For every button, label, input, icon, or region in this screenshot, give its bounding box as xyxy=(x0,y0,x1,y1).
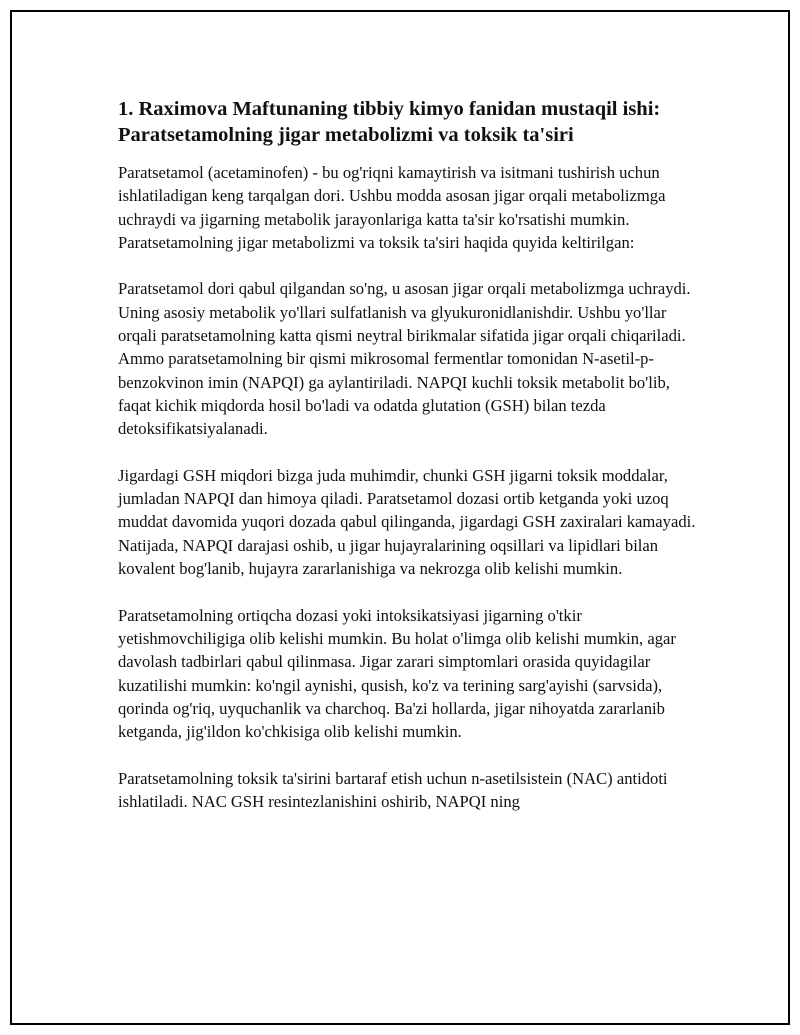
page-frame xyxy=(10,10,790,1025)
paragraph-overdose: Paratsetamolning ortiqcha dozasi yoki intoksikatsiyasi jigarning o'tkir yetishmovchiligiga olib kelishi mumkin. Bu holat o'limga olib kelishi mumkin, agar davolash tadbirlari qabul qilinmasa. Jigar zarari simptomlari orasida quyidagilar kuzatilishi mumkin: ko'ngil aynishi, qusish, ko'z va terining sarg'ayishi (sarvsida), qorinda og'riq, uyquchanlik va charchoq. Ba'zi hollarda, jigar nihoyatda zararlanib ketganda, jig'ildon ko'chkisiga olib kelishi mumkin. xyxy=(118,605,676,742)
document-title: 1. Raximova Maftunaning tibbiy kimyo fanidan mustaqil ishi: Paratsetamolning jigar metabolizmi va toksik ta'siri xyxy=(118,98,661,146)
paragraph-intro: Paratsetamol (acetaminofen) - bu og'riqni kamaytirish va isitmani tushirish uchun ishlatiladigan keng tarqalgan dori. Ushbu modda asosan jigar orqali metabolizmga uchraydi va jigarning metabolik jarayonlariga katta ta'sir ko'rsatishi mumkin. Paratsetamolning jigar metabolizmi va toksik ta'siri haqida quyida keltirilgan: xyxy=(118,163,666,252)
paragraph-antidote: Paratsetamolning toksik ta'sirini bartaraf etish uchun n-asetilsistein (NAC) antidoti ishlatiladi. NAC GSH resintezlanishini oshirib, NAPQI ning xyxy=(118,768,668,812)
paragraph-gsh: Jigardagi GSH miqdori bizga juda muhimdir, chunki GSH jigarni toksik moddalar, jumladan NAPQI dan himoya qiladi. Paratsetamol dozasi ortib ketganda yoki uzoq muddat davomida yuqori dozada qabul qilinganda, jigardagi GSH zaxiralari kamayadi. Natijada, NAPQI darajasi oshib, u jigar hujayralarining oqsillari va lipidlari bilan kovalent bog'lanib, hujayra zararlanishiga va nekrozga olib kelishi mumkin. xyxy=(118,465,696,579)
paragraph-metabolism: Paratsetamol dori qabul qilgandan so'ng, u asosan jigar orqali metabolizmga uchraydi. Uning asosiy metabolik yo'llari sulfatlanish va glyukuronidlanishdir. Ushbu yo'llar orqali paratsetamolning katta qismi neytral birikmalar sifatida jigar orqali chiqariladi. Ammo paratsetamolning bir qismi mikrosomal fermentlar tomonidan N-asetil-p-benzokvinon imin (NAPQI) ga aylantiriladi. NAPQI kuchli toksik metabolit bo'lib, faqat kichik miqdorda hosil bo'ladi va odatda glutation (GSH) bilan tezda detoksifikatsiyalanadi. xyxy=(118,279,691,439)
document-body xyxy=(118,96,698,837)
